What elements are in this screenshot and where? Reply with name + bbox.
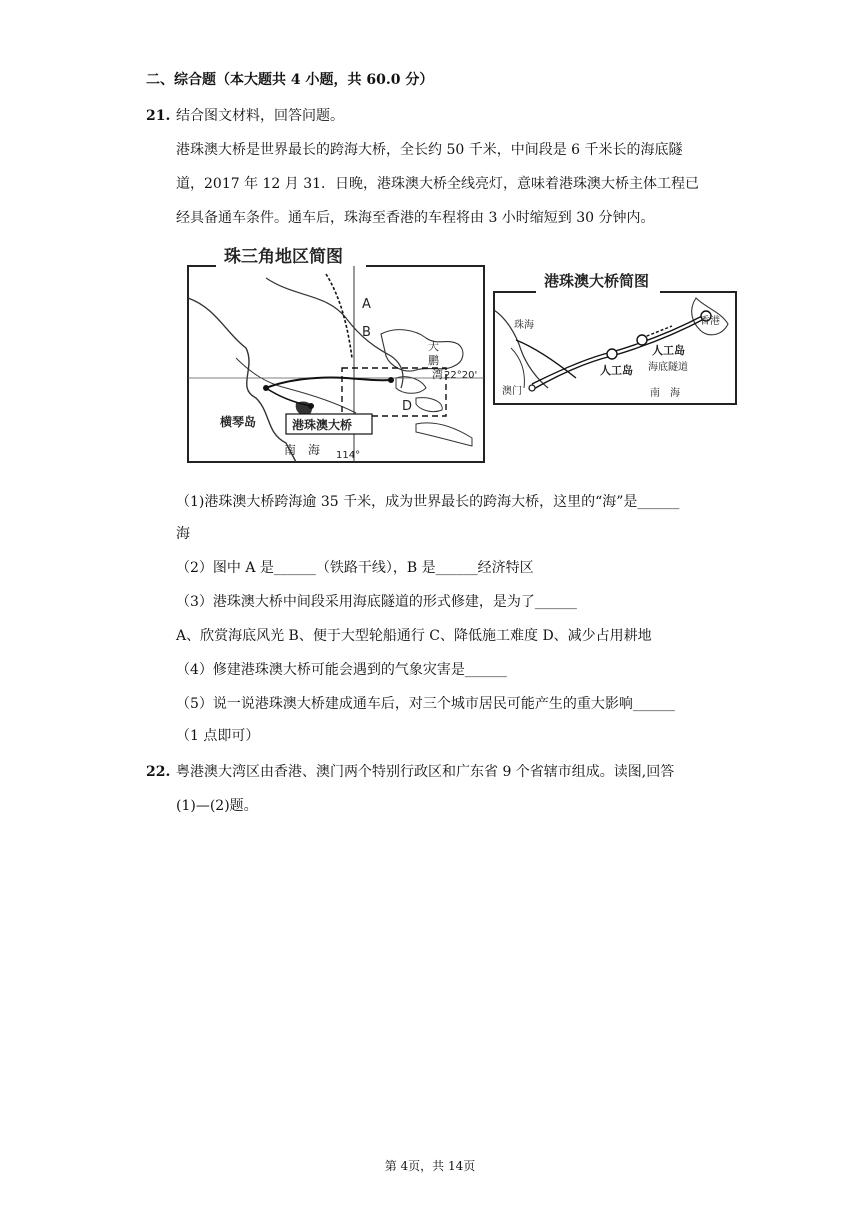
sub-question-1: （1)港珠澳大桥跨海逾 35 千米，成为世界最长的跨海大桥，这里的“海”是______ (176, 494, 680, 510)
label-south-sea-left: 南 海 (284, 443, 321, 457)
page-footer: 第 4页，共 14页 (384, 1159, 476, 1173)
map-figure (176, 238, 776, 470)
label-da: 大 (428, 340, 439, 353)
label-undersea-tunnel: 海底隧道 (648, 362, 688, 373)
question-22-line-1: 粤港澳大湾区由香港、澳门两个特别行政区和广东省 9 个省辖市组成。读图,回答 (176, 764, 675, 780)
label-artificial-island-1: 人工岛 (652, 344, 685, 357)
sub-question-4: （4）修建港珠澳大桥可能会遇到的气象灾害是______ (176, 662, 507, 678)
label-a: A (362, 297, 371, 312)
sub-question-1-cont: 海 (176, 526, 190, 542)
label-south-sea-right: 南 海 (650, 388, 680, 399)
passage-line-1: 港珠澳大桥是世界最长的跨海大桥，全长约 50 千米，中间段是 6 千米长的海底隧 (176, 142, 683, 158)
label-hongkong: 香港 (700, 316, 720, 327)
sub-question-3-options: A、欣赏海底风光 B、便于大型轮船通行 C、降低施工难度 D、减少占用耕地 (176, 628, 652, 644)
section-heading: 二、综合题（本大题共 4 小题，共 60.0 分） (146, 72, 434, 88)
sub-question-5-cont: （1 点即可） (176, 728, 260, 744)
sub-question-3: （3）港珠澳大桥中间段采用海底隧道的形式修建，是为了______ (176, 594, 577, 610)
question-22-number: 22. (146, 764, 171, 780)
label-bay: 湾 (432, 368, 443, 381)
bridge-sketch-map (494, 268, 736, 404)
passage-line-2: 道，2017 年 12 月 31．日晚，港珠澳大桥全线亮灯，意味着港珠澳大桥主体工程已 (176, 176, 700, 192)
question-21-prompt: 结合图文材料，回答问题。 (176, 108, 344, 124)
label-latitude: 22°20' (444, 370, 478, 381)
label-zhuhai: 珠海 (514, 320, 534, 331)
label-macau: 澳门 (502, 386, 522, 397)
question-21-number: 21. (146, 108, 171, 124)
question-22-line-2: (1)—(2)题。 (176, 798, 258, 814)
left-map-title: 珠三角地区简图 (224, 247, 343, 267)
map-figure-svg (176, 238, 776, 470)
label-peng: 鹏 (428, 354, 439, 367)
sub-question-5: （5）说一说港珠澳大桥建成通车后，对三个城市居民可能产生的重大影响______ (176, 696, 675, 712)
sub-question-2: （2）图中 A 是______（铁路干线），B 是______经济特区 (176, 560, 534, 576)
label-longitude: 114° (336, 450, 361, 461)
label-artificial-island-2: 人工岛 (600, 364, 633, 377)
passage-line-3: 经具备通车条件。通车后，珠海至香港的车程将由 3 小时缩短到 30 分钟内。 (176, 210, 655, 226)
pearl-river-delta-map (188, 240, 484, 462)
right-map-title: 港珠澳大桥简图 (544, 272, 650, 290)
label-hengqin-island: 横琴岛 (220, 415, 257, 429)
label-bridge-box: 港珠澳大桥 (292, 418, 353, 432)
label-d: D (402, 399, 413, 414)
label-b: B (362, 325, 371, 340)
